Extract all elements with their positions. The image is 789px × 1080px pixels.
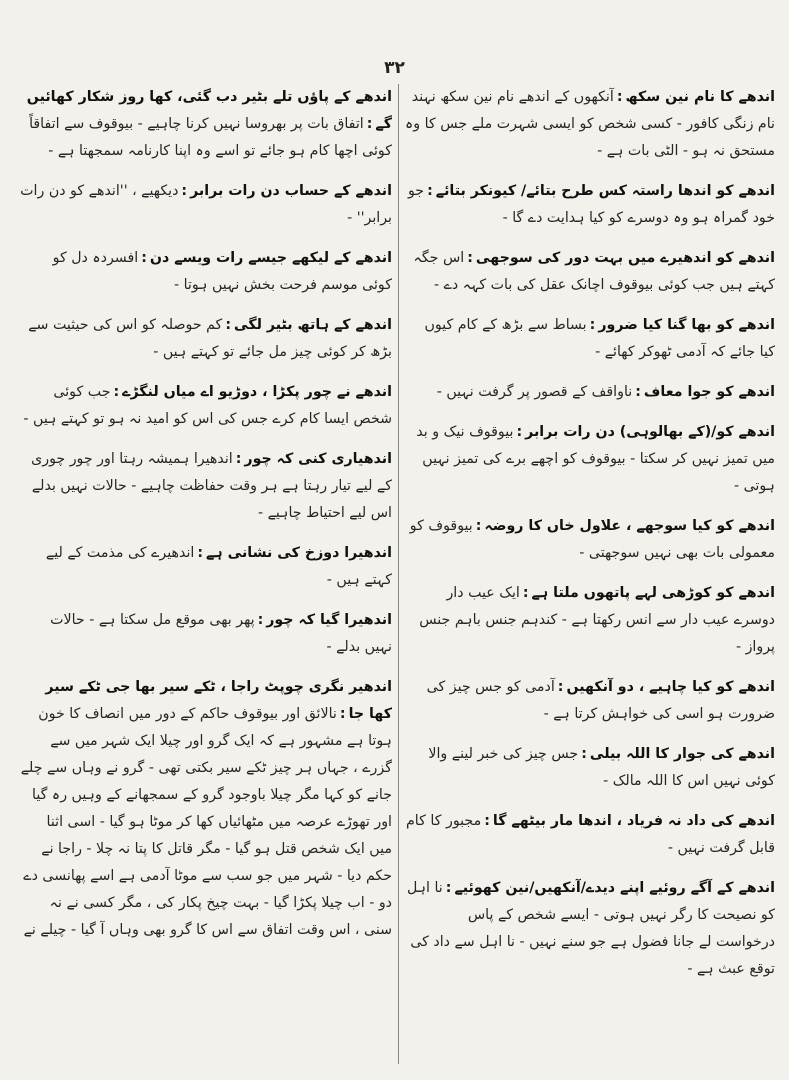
dictionary-entry (405, 674, 775, 728)
entry-meaning: پھر بھی موقع مل سکتا ہے - حالات نہیں بدلے - (50, 612, 392, 655)
entry-meaning: مجبور کا کام قابل گرفت نہیں - (406, 813, 775, 856)
entry-headword: اندھے کو کیا سوجھے ، علاول خاں کا روضہ (484, 518, 775, 534)
page-number: ۳۲ (384, 58, 405, 78)
entry-headword: اندھے کے آگے روئیے اپنے دیدے/آنکھیں/نین کھوئیے (454, 880, 775, 896)
dictionary-entry (405, 245, 775, 299)
dictionary-entry (20, 245, 392, 299)
entry-headword: اندھے کے حساب دن رات برابر (190, 183, 392, 199)
dictionary-entry (20, 379, 392, 433)
entry-separator: : (635, 384, 641, 400)
entry-meaning: ایک عیب دار دوسرے عیب دار سے انس رکھتا ہے - کندہم جنس باہم جنس پرواز - (419, 585, 775, 655)
entry-separator: : (366, 116, 373, 132)
dictionary-entry (405, 741, 775, 795)
entry-meaning: کم حوصلہ کو اس کی حیثیت سے بڑھ کر کوئی چیز مل جائے تو کہتے ہیں - (28, 317, 392, 360)
dictionary-entry (405, 178, 775, 232)
dictionary-entry (405, 513, 775, 567)
entry-meaning: اس جگہ کہتے ہیں جب کوئی بیوقوف اچانک عقل کی بات کہہ دے - (413, 250, 775, 293)
entry-separator: : (589, 317, 596, 333)
entry-separator: : (445, 880, 452, 896)
entry-headword: اندھے کو اندھیرے میں بہت دور کی سوجھی (475, 250, 775, 266)
dictionary-entry (405, 312, 775, 366)
entry-headword: اندھے کو جوا معاف (643, 384, 775, 400)
entry-separator: : (516, 424, 523, 440)
entry-meaning: افسردہ دل کو کوئی موسم فرحت بخش نہیں ہوتا - (52, 250, 392, 293)
entry-separator: : (225, 317, 232, 333)
dictionary-entry (20, 607, 392, 661)
dictionary-entry (20, 312, 392, 366)
entry-meaning: جو خود گمراہ ہو وہ دوسرے کو کیا ہدایت دے گا - (407, 183, 775, 226)
entry-separator: : (181, 183, 188, 199)
entry-separator: : (522, 585, 529, 601)
entry-meaning: ناواقف کے قصور پر گرفت نہیں - (436, 384, 633, 400)
dictionary-entry (405, 379, 775, 406)
entry-headword: اندھے نے چور پکڑا ، دوڑیو اے میاں لنگڑے (122, 384, 392, 400)
entry-separator: : (616, 89, 623, 105)
entry-headword: اندھے کی جوار کا اللہ بیلی (589, 746, 775, 762)
entry-headword: اندھیر نگری چوپٹ راجا ، ٹکے سیر بھا جی ٹکے سیر کھا جا (45, 679, 392, 722)
dictionary-entry (20, 84, 392, 165)
entry-meaning: نالائق اور بیوقوف حاکم کے دور میں انصاف کا خون ہوتا ہے مشہور ہے کہ ایک گرو اور چیلا ایک شہر میں سے گزرے ، جہاں ہر چیز ٹکے سیر بکتی تھی - گرو نے وہاں سے چلے جانے کو کہا مگر چیلا باوجود گرو کے سمجھانے کے وہیں رہ گیا اور تھوڑے عرصہ میں مٹھائیاں کھا کر موٹا ہو گیا - اسی اثنا میں ایک شخص قتل ہو گیا - مگر قاتل کا پتا نہ چلا - راجا نے حکم دیا - شہر میں جو سب سے موٹا آدمی ہے اسے پھانسی دے دو - اب چیلا پکڑا گیا - بہت چیخ پکار کی ، مگر کسی نے نہ سنی ، اس وقت اتفاق سے اس کا گرو بھی وہاں آ گیا - چیلے نے (20, 706, 392, 938)
entry-meaning: جب کوئی شخص ایسا کام کرے جس کی اس کو امید نہ ہو تو کہتے ہیں - (23, 384, 392, 427)
entry-headword: اندھیرا دوزخ کی نشانی ہے (206, 545, 392, 561)
entry-headword: اندھے کو اندھا راستہ کس طرح بتائے/ کیونکر بتائے (435, 183, 775, 199)
dictionary-entry (405, 84, 775, 165)
entry-separator: : (484, 813, 490, 829)
entry-separator: : (475, 518, 482, 534)
dictionary-entry (405, 419, 775, 500)
entry-meaning: اندھیرا ہمیشہ رہتا اور چور چوری کے لیے تیار رہتا ہے ہر وقت حفاظت چاہیے - حالات نہیں بدلے اس لیے احتیاط چاہیے - (31, 451, 392, 521)
entry-separator: : (197, 545, 204, 561)
dictionary-entry (405, 875, 775, 983)
dictionary-entry (20, 178, 392, 232)
entry-meaning: اندھیرے کی مذمت کے لیے کہتے ہیں - (45, 545, 392, 588)
entry-meaning: اتفاق بات پر بھروسا نہیں کرنا چاہیے - بیوقوف سے اتفاقاً کوئی اچھا کام ہو جائے تو اسے وہ اپنا کارنامہ سمجھتا ہے - (29, 116, 392, 159)
dictionary-entry (405, 580, 775, 661)
entry-headword: اندھے کا نام نین سکھ (625, 89, 775, 105)
entry-meaning: آنکھوں کے اندھے نام نین سکھ نہند نام زنگی کافور - کسی شخص کو ایسی شہرت ملے جس کا وہ مستحق نہ ہو - الٹی بات ہے - (405, 89, 775, 159)
entry-headword: اندھے کے پاؤں تلے بٹیر دب گئی، کھا روز شکار کھائیں گے (26, 89, 392, 132)
entry-headword: اندھے کو کوڑھی لہے پاتھوں ملتا ہے (531, 585, 775, 601)
entry-headword: اندھیرا گیا کہ چور (266, 612, 392, 628)
entry-headword: اندھے کے ہاتھ بٹیر لگی (234, 317, 392, 333)
entry-headword: اندھے کی داد نہ فریاد ، اندھا مار بیٹھے گا (492, 813, 775, 829)
entry-headword: اندھے کو بھا گنا کیا ضرور (598, 317, 775, 333)
left-column (20, 84, 392, 1064)
dictionary-entry (20, 674, 392, 944)
entry-meaning: جس چیز کی خبر لینے والا کوئی نہیں اس کا اللہ مالک - (428, 746, 775, 789)
entry-meaning: بیوقوف کو معمولی بات بھی نہیں سوجھتی - (409, 518, 775, 561)
entry-separator: : (257, 612, 264, 628)
entry-separator: : (141, 250, 147, 266)
entry-meaning: آدمی کو جس چیز کی ضرورت ہو اسی کی خواہش کرتا ہے - (426, 679, 775, 722)
entry-headword: اندھے کے لیکھے جیسے رات ویسے دن (149, 250, 392, 266)
entry-headword: اندھیاری کنی کہ چور (244, 451, 392, 467)
entry-separator: : (467, 250, 473, 266)
entry-headword: اندھے کو کیا چاہیے ، دو آنکھیں (566, 679, 775, 695)
right-column (405, 84, 775, 1064)
entry-separator: : (557, 679, 564, 695)
dictionary-entry (20, 540, 392, 594)
entry-separator: : (235, 451, 242, 467)
entry-meaning: دیکھیے ، ''اندھے کو دن رات برابر'' - (20, 183, 392, 226)
entry-separator: : (427, 183, 433, 199)
entry-separator: : (113, 384, 120, 400)
entry-meaning: بساط سے بڑھ کے کام کیوں کیا جائے کہ آدمی ٹھوکر کھائے - (424, 317, 775, 360)
entry-meaning: بیوقوف نیک و بد میں تمیز نہیں کر سکتا - بیوقوف کو اچھے برے کی تمیز نہیں ہوتی - (416, 424, 775, 494)
dictionary-entry (20, 446, 392, 527)
dictionary-entry (405, 808, 775, 862)
column-divider (398, 84, 399, 1064)
entry-separator: : (581, 746, 587, 762)
entry-headword: اندھے کو/(کے بھالوہی) دن رات برابر (525, 424, 775, 440)
entry-separator: : (339, 706, 346, 722)
entry-meaning: نا اہل کو نصیحت کا رگر نہیں ہوتی - ایسے شخص کے پاس درخواست لے جانا فضول ہے جو سنے نہیں - نا اہل سے داد کی توقع عبث ہے - (406, 880, 775, 977)
